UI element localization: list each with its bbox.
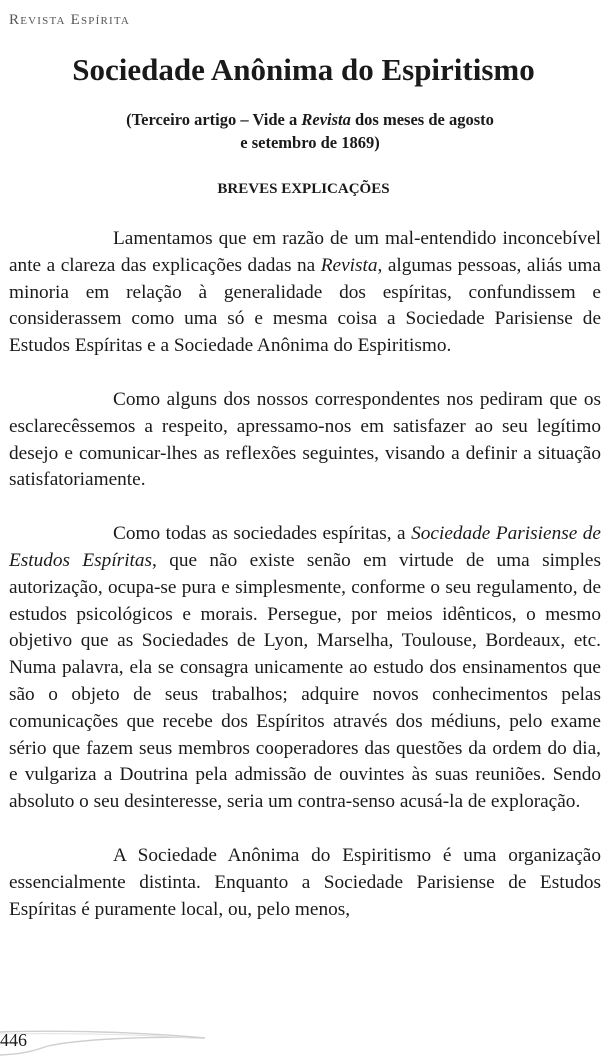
footer-swoosh-decoration (0, 1026, 220, 1057)
page-number: 446 (0, 1030, 27, 1050)
paragraph-3-text-a: Como todas as sociedades espíritas, a (113, 523, 412, 545)
paragraph-1-text-a: Lamentamos que em razão de um mal-entendido inconcebível ante a clareza das explicações dadas na (9, 228, 601, 276)
article-title: Sociedade Anônima do Espiritismo (72, 52, 535, 87)
paragraph-4: A Sociedade Anônima do Espiritismo é uma organização essencialmente distinta. Enquanto a Sociedade Parisiense de Estudos Espíritas é puramente local, ou, pelo menos, (9, 844, 601, 920)
paragraph-1 (9, 226, 601, 360)
article-subtitle (60, 108, 560, 154)
paragraph-3 (9, 521, 601, 816)
subtitle-revista-link: Revista (301, 110, 351, 129)
paragraph-2: Como alguns dos nossos correspondentes nos pediram que os esclarecêssemos a respeito, apressamo-nos em satisfazer ao seu legítimo desejo e comunicar-lhes as reflexões seguintes, visando a definir a situação satisfatoriamente. (9, 388, 601, 491)
paragraph-3-text-b: , que não existe senão em virtude de uma simples autorização, ocupa-se pura e simplesmente, conforme o seu regulamento, de estudos psicológicos e morais. Persegue, por meios idênticos, o mesmo objetivo que as Sociedades de Lyon, Marselha, Toulouse, Bordeaux, etc. Numa palavra, ela se consagra unicamente ao estudo dos ensinamentos que são o objeto de seus trabalhos; adquire novos conhecimentos pelas comunicações que recebe dos Espíritos através dos médiuns, pelo exame sério que fazem seus membros cooperadores das questões da ordem do dia, e vulgariza a Doutrina pela admissão de ouvintes às suas reuniões. Sendo absoluto o seu desinteresse, seria um contra-senso acusá-la de exploração. (9, 549, 601, 813)
paragraph-1-text-b: , algumas pessoas, aliás uma minoria em relação à generalidade dos espíritas, confundissem e considerassem como uma só e mesma coisa a Sociedade Parisiense de Estudos Espíritas e a Sociedade Anônima do Espiritismo. (9, 254, 601, 357)
article-body (9, 226, 601, 923)
section-heading: BREVES EXPLICAÇÕES (217, 181, 390, 197)
subtitle-line-2: e setembro de 1869) (240, 133, 380, 152)
paragraph-3-society-name: Sociedade Parisiense de Estudos Espíritas (9, 523, 601, 571)
subtitle-text-start: (Terceiro artigo – Vide a (126, 110, 302, 129)
subtitle-text-end: dos meses de agosto (350, 110, 494, 129)
paragraph-1-revista: Revista (320, 254, 378, 276)
running-header: Revista Espírita (9, 12, 131, 28)
